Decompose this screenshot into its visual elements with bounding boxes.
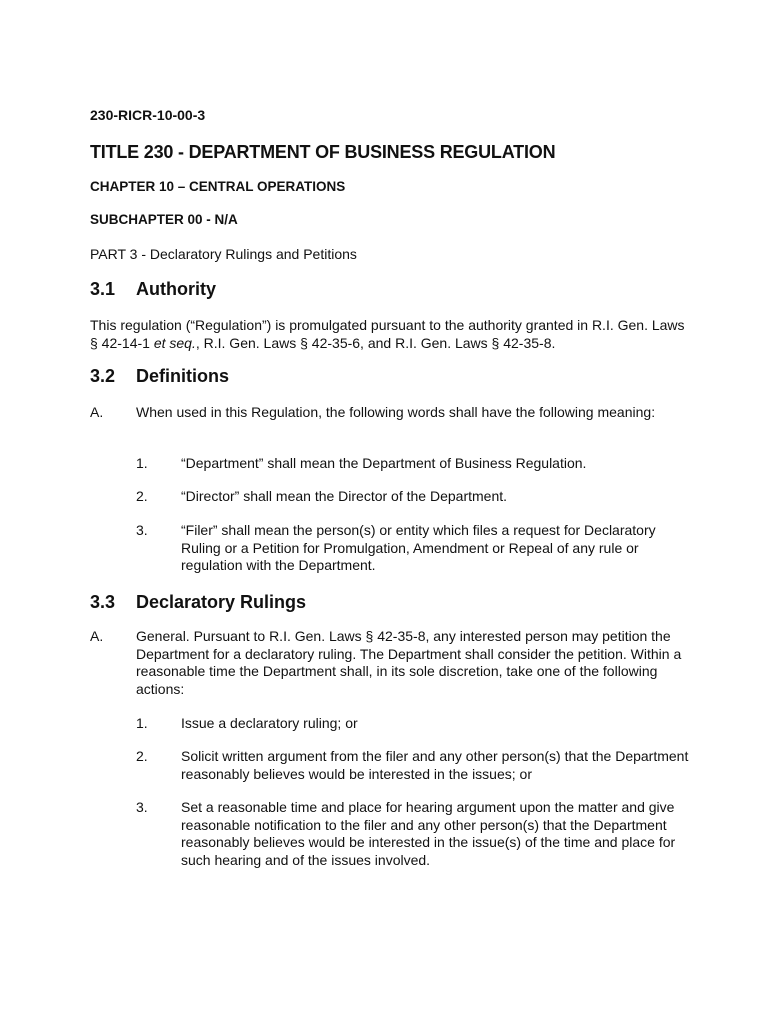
ruling-action-number: 1. xyxy=(136,715,148,731)
part-heading: PART 3 - Declaratory Rulings and Petitions xyxy=(90,246,357,262)
definitions-item-text: When used in this Regulation, the following words shall have the following meaning: xyxy=(136,404,656,420)
chapter-heading: CHAPTER 10 – CENTRAL OPERATIONS xyxy=(90,179,346,194)
regulation-code: 230-RICR-10-00-3 xyxy=(90,107,206,123)
definition-text: “Director” shall mean the Director of the Department. xyxy=(181,488,508,504)
definition-text: “Filer” shall mean the person(s) or entity which files a request for Declaratory Ruling or a Petition for Promulgation, Amendment or Repeal of any rule or regulation with the Department. xyxy=(181,522,656,573)
document-title: TITLE 230 - DEPARTMENT OF BUSINESS REGULATION xyxy=(90,142,556,162)
rulings-item-letter: A. xyxy=(90,628,104,644)
authority-text-before: This regulation (“Regulation”) is promulgated pursuant to the authority granted in R.I. Gen. Laws § 42-14-1 xyxy=(90,317,685,351)
ruling-action-text: Issue a declaratory ruling; or xyxy=(181,715,358,731)
definition-text: “Department” shall mean the Department of Business Regulation. xyxy=(181,455,587,471)
section-number-declaratory-rulings: 3.3 xyxy=(90,592,116,612)
ruling-action-number: 2. xyxy=(136,748,148,764)
definition-number: 3. xyxy=(136,522,148,538)
ruling-action-number: 3. xyxy=(136,799,148,815)
section-number-authority: 3.1 xyxy=(90,279,116,299)
authority-text-italic: et seq. xyxy=(153,334,196,351)
ruling-action-text: Solicit written argument from the filer and any other person(s) that the Department reasonably believes would be interested in the issues; or xyxy=(181,748,689,782)
authority-paragraph xyxy=(90,317,690,352)
authority-text-after: , R.I. Gen. Laws § 42-35-6, and R.I. Gen. Laws § 42-35-8. xyxy=(195,334,556,351)
section-number-definitions: 3.2 xyxy=(90,366,116,386)
section-title-definitions: Definitions xyxy=(136,366,229,386)
section-title-declaratory-rulings: Declaratory Rulings xyxy=(136,592,307,612)
subchapter-heading: SUBCHAPTER 00 - N/A xyxy=(90,212,238,227)
ruling-action-text: Set a reasonable time and place for hearing argument upon the matter and give reasonable notification to the filer and any other person(s) that the Department reasonably believes would be interested in the issue(s) of the time and place for such hearing and of the issues involved. xyxy=(181,799,676,868)
definitions-item-letter: A. xyxy=(90,404,104,420)
section-title-authority: Authority xyxy=(136,279,216,299)
definition-number: 2. xyxy=(136,488,148,504)
definition-number: 1. xyxy=(136,455,148,471)
rulings-item-text: General. Pursuant to R.I. Gen. Laws § 42-35-8, any interested person may petition the Department for a declaratory ruling. The Department shall consider the petition. Within a reasonable time the Department shall, in its sole discretion, take one of the following actions: xyxy=(136,628,682,697)
